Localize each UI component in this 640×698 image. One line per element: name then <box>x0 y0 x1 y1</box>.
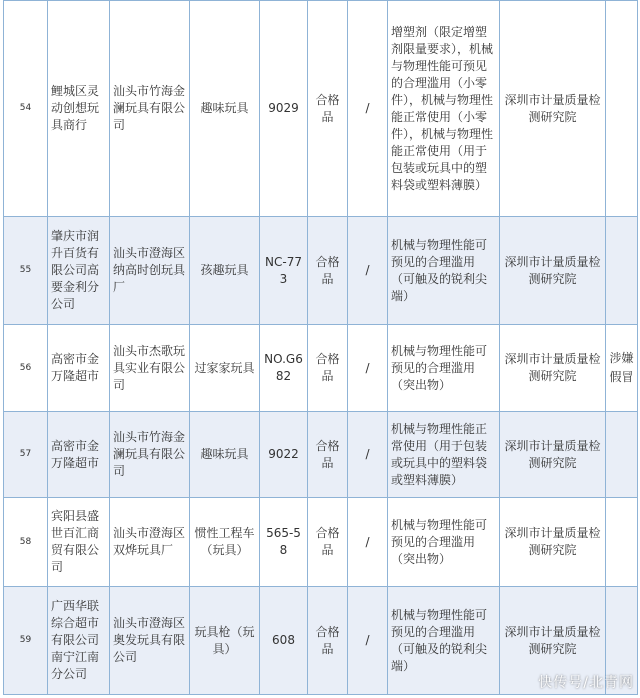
model-cell: 9029 <box>260 1 308 217</box>
items-cell: 机械与物理性能可预见的合理滥用（突出物） <box>388 325 500 412</box>
items-cell: 机械与物理性能可预见的合理滥用（突出物） <box>388 498 500 587</box>
model-cell: 608 <box>260 587 308 695</box>
inspection-table <box>3 0 638 695</box>
lab-cell: 深圳市计量质量检测研究院 <box>500 217 606 325</box>
maker-cell: 汕头市杰歌玩具实业有限公司 <box>110 325 190 412</box>
note-cell: 涉嫌假冒 <box>606 325 638 412</box>
product-cell: 趣味玩具 <box>190 412 260 498</box>
product-cell: 趣味玩具 <box>190 1 260 217</box>
seller-cell: 鲤城区灵动创想玩具商行 <box>48 1 110 217</box>
items-cell: 增塑剂（限定增塑剂限量要求），机械与物理性能可预见的合理滥用（小零件），机械与物理性能正常使用（小零件），机械与物理性能正常使用（用于包装或玩具中的塑料袋或塑料薄膜） <box>388 1 500 217</box>
maker-cell: 汕头市竹海金澜玩具有限公司 <box>110 412 190 498</box>
row-number: 57 <box>4 412 48 498</box>
maker-cell: 汕头市澄海区奥发玩具有限公司 <box>110 587 190 695</box>
note-cell <box>606 217 638 325</box>
slash-cell: / <box>348 217 388 325</box>
model-cell: NC-773 <box>260 217 308 325</box>
slash-cell: / <box>348 325 388 412</box>
row-number: 56 <box>4 325 48 412</box>
row-number: 54 <box>4 1 48 217</box>
verdict-cell: 合格品 <box>308 587 348 695</box>
table-row <box>4 325 638 412</box>
product-cell: 过家家玩具 <box>190 325 260 412</box>
slash-cell: / <box>348 412 388 498</box>
lab-cell: 深圳市计量质量检测研究院 <box>500 587 606 695</box>
row-number: 55 <box>4 217 48 325</box>
product-cell: 惯性工程车（玩具） <box>190 498 260 587</box>
items-cell: 机械与物理性能可预见的合理滥用（可触及的锐利尖端） <box>388 587 500 695</box>
model-cell: 565-58 <box>260 498 308 587</box>
note-cell <box>606 498 638 587</box>
verdict-cell: 合格品 <box>308 325 348 412</box>
product-cell: 玩具枪（玩具） <box>190 587 260 695</box>
seller-cell: 肇庆市润升百货有限公司高要金利分公司 <box>48 217 110 325</box>
maker-cell: 汕头市竹海金澜玩具有限公司 <box>110 1 190 217</box>
product-cell: 孩趣玩具 <box>190 217 260 325</box>
note-cell <box>606 412 638 498</box>
verdict-cell: 合格品 <box>308 412 348 498</box>
slash-cell: / <box>348 587 388 695</box>
verdict-cell: 合格品 <box>308 217 348 325</box>
model-cell: NO.G682 <box>260 325 308 412</box>
row-number: 58 <box>4 498 48 587</box>
lab-cell: 深圳市计量质量检测研究院 <box>500 325 606 412</box>
seller-cell: 宾阳县盛世百汇商贸有限公司 <box>48 498 110 587</box>
seller-cell: 高密市金万隆超市 <box>48 325 110 412</box>
items-cell: 机械与物理性能正常使用（用于包装或玩具中的塑料袋或塑料薄膜） <box>388 412 500 498</box>
model-cell: 9022 <box>260 412 308 498</box>
maker-cell: 汕头市澄海区双烨玩具厂 <box>110 498 190 587</box>
lab-cell: 深圳市计量质量检测研究院 <box>500 498 606 587</box>
table-row <box>4 498 638 587</box>
lab-cell: 深圳市计量质量检测研究院 <box>500 412 606 498</box>
table-row <box>4 217 638 325</box>
items-cell: 机械与物理性能可预见的合理滥用（可触及的锐利尖端） <box>388 217 500 325</box>
maker-cell: 汕头市澄海区纳高时创玩具厂 <box>110 217 190 325</box>
table-row <box>4 1 638 217</box>
verdict-cell: 合格品 <box>308 1 348 217</box>
verdict-cell: 合格品 <box>308 498 348 587</box>
seller-cell: 高密市金万隆超市 <box>48 412 110 498</box>
slash-cell: / <box>348 1 388 217</box>
seller-cell: 广西华联综合超市有限公司南宁江南分公司 <box>48 587 110 695</box>
lab-cell: 深圳市计量质量检测研究院 <box>500 1 606 217</box>
row-number: 59 <box>4 587 48 695</box>
note-cell <box>606 1 638 217</box>
table-row <box>4 412 638 498</box>
slash-cell: / <box>348 498 388 587</box>
watermark: 快传号/北青网 <box>538 675 634 691</box>
